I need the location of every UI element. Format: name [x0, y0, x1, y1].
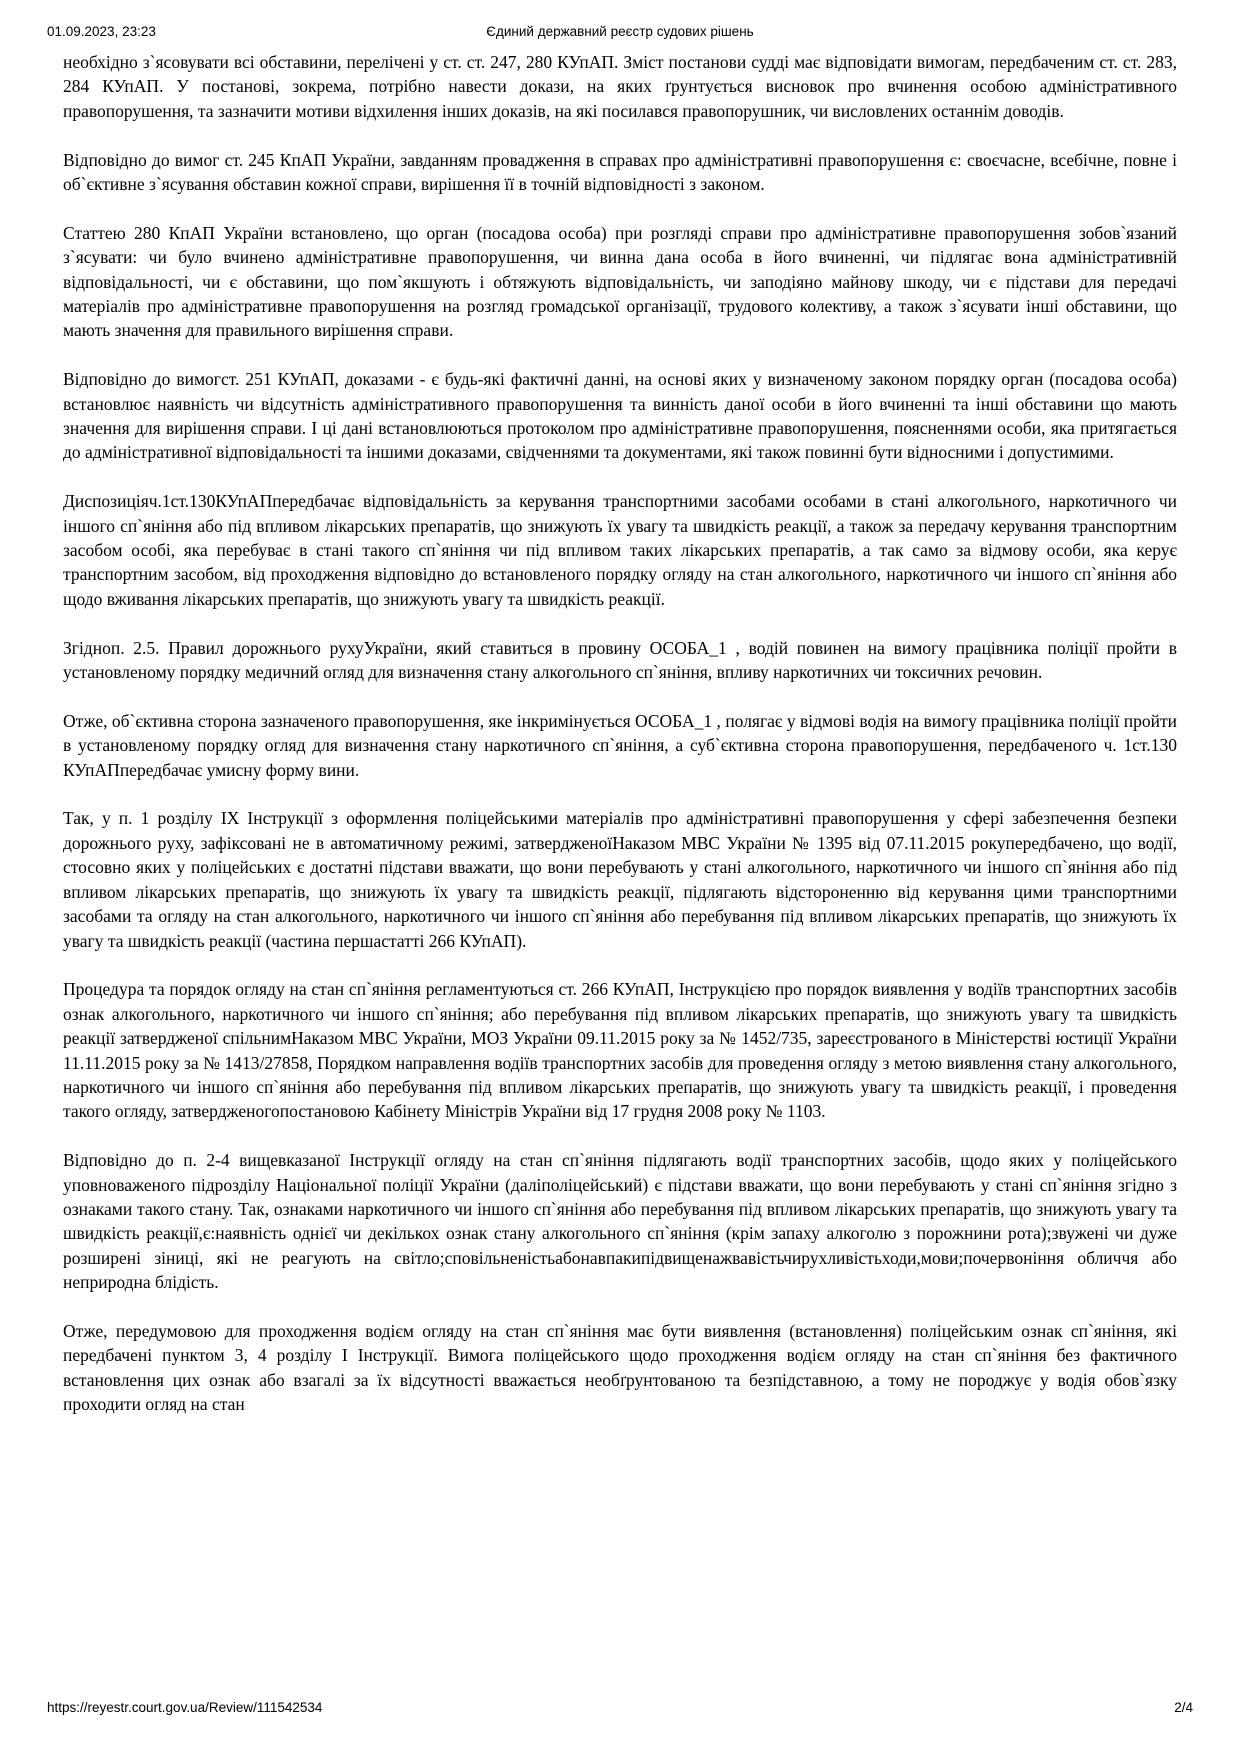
print-header — [47, 24, 1193, 42]
print-datetime: 01.09.2023, 23:23 — [47, 24, 156, 39]
page-number: 2/4 — [1174, 1700, 1193, 1715]
print-footer — [47, 1700, 1193, 1718]
body-paragraph: необхідно з`ясовувати всі обставини, перелічені у ст. ст. 247, 280 КУпАП. Зміст постанови судді має відповідати вимогам, передбаченим ст. ст. 283, 284 КУпАП. У постанові, зокрема, потрібно навести докази, на яких ґрунтується висновок про вчинення особою адміністративного правопорушення, та зазначити мотиви відхилення інших доказів, на які посилався правопорушник, чи висловлених останнім доводів. — [63, 52, 1177, 121]
body-paragraph: Згідноп. 2.5. Правил дорожнього рухуУкраїни, який ставиться в провину ОСОБА_1 , водій повинен на вимогу працівника поліції пройти в установленому порядку медичний огляд для визначення стану алкогольного сп`яніння, впливу наркотичних чи токсичних речовин. — [63, 637, 1177, 683]
source-url: https://reyestr.court.gov.ua/Review/111542534 — [47, 1700, 323, 1715]
registry-title: Єдиний державний реєстр судових рішень — [486, 24, 754, 39]
body-paragraph: Диспозиціяч.1ст.130КУпАПпередбачає відповідальність за керування транспортними засобами особами в стані алкогольного, наркотичного чи іншого сп`яніння або під впливом лікарських препаратів, що знижують їх увагу та швидкість реакції, а також за передачу керування транспортним засобом особі, яка перебуває в стані такого сп`яніння чи під впливом таких лікарських препаратів, а так само за відмову особи, яка керує транспортним засобом, від проходження відповідно до встановленого порядку огляду на стан алкогольного, наркотичного чи іншого сп`яніння або щодо вживання лікарських препаратів, що знижують увагу та швидкість реакції. — [63, 491, 1177, 609]
body-paragraph: Так, у п. 1 розділу IX Інструкції з оформлення поліцейськими матеріалів про адміністративні правопорушення у сфері забезпечення безпеки дорожнього руху, зафіксовані не в автоматичному режимі, затвердженоїНаказом МВС України № 1395 від 07.11.2015 рокупередбачено, що водії, стосовно яких у поліцейських є достатні підстави вважати, що вони перебувають у стані алкогольного, наркотичного чи іншого сп`яніння або під впливом лікарських препаратів, що знижують їх увагу та швидкість реакції, підлягають відстороненню від керування цими транспортними засобами та огляду на стан алкогольного, наркотичного чи іншого сп`яніння або перебування під впливом лікарських препаратів, що знижують їх увагу та швидкість реакції (частина першастатті 266 КУпАП). — [63, 808, 1177, 951]
decision-text — [63, 50, 1177, 1441]
body-paragraph: Відповідно до вимогст. 251 КУпАП, доказами - є будь-які фактичні данні, на основі яких у визначеному законом порядку орган (посадова особа) встановлює наявність чи відсутність адміністративного правопорушення та винність даної особи в його вчиненні та інші обставини що мають значення для вирішення справи. І ці дані встановлюються протоколом про адміністративне правопорушення, поясненнями особи, яка притягається до адміністративної відповідальності та іншими доказами, свідченнями та документами, які також повинні бути відносними і допустимими. — [63, 369, 1177, 463]
body-paragraph: Процедура та порядок огляду на стан сп`яніння регламентуються ст. 266 КУпАП, Інструкцією про порядок виявлення у водіїв транспортних засобів ознак алкогольного, наркотичного чи іншого сп`яніння; або перебування під впливом лікарських препаратів, що знижують увагу та швидкість реакції затвердженої спільнимНаказом МВС України, МОЗ України 09.11.2015 року за № 1452/735, зареєстрованого в Міністерстві юстиції України 11.11.2015 року за № 1413/27858, Порядком направлення водіїв транспортних засобів для проведення огляду з метою виявлення стану алкогольного, наркотичного чи іншого сп`яніння або перебування під впливом лікарських препаратів, що знижують увагу та швидкість реакції, і проведення такого огляду, затвердженогопостановою Кабінету Міністрів України від 17 грудня 2008 року № 1103. — [63, 979, 1177, 1122]
body-paragraph: Статтею 280 КпАП України встановлено, що орган (посадова особа) при розгляді справи про адміністративне правопорушення зобов`язаний з`ясувати: чи було вчинено адміністративне правопорушення, чи винна дана особа в його вчиненні, чи підлягає вона адміністративній відповідальності, чи є обставини, що пом`якшують і обтяжують відповідальність, чи заподіяно майнову шкоду, чи є підстави для передачі матеріалів про адміністративне правопорушення на розгляд громадської організації, трудового колективу, а також з`ясувати інші обставини, що мають значення для правильного вирішення справи. — [63, 222, 1177, 341]
body-paragraph: Отже, об`єктивна сторона зазначеного правопорушення, яке інкримінується ОСОБА_1 , полягає у відмові водія на вимогу працівника поліції пройти в установленому порядку огляд для визначення стану наркотичного сп`яніння, а суб`єктивна сторона правопорушення, передбаченого ч. 1ст.130 КУпАПпередбачає умисну форму вини. — [63, 710, 1177, 780]
body-paragraph: Відповідно до п. 2-4 вищевказаної Інструкції огляду на стан сп`яніння підлягають водії транспортних засобів, щодо яких у поліцейського уповноваженого підрозділу Національної поліції України (даліполіцейський) є підстави вважати, що вони перебувають у стані сп`яніння згідно з ознаками такого стану. Так, ознаками наркотичного чи іншого сп`яніння або перебування під впливом лікарських препаратів, що знижують увагу та швидкість реакції,є:наявність однієї чи декількох ознак стану алкогольного сп`яніння (крім запаху алкоголю з порожнини рота);звужені чи дуже розширені зіниці, які не реагують на світло;сповільненістьабонавпакипідвищенажвавістьчирухливістьходи,мови;почервоніння обличчя або неприродна блідість. — [63, 1150, 1177, 1293]
body-paragraph: Отже, передумовою для проходження водієм огляду на стан сп`яніння має бути виявлення (встановлення) поліцейським ознак сп`яніння, які передбачені пунктом 3, 4 розділу I Інструкції. Вимога поліцейського щодо проходження водієм огляду на стан сп`яніння без фактичного встановлення цих ознак або взагалі за їх відсутності вважається необґрунтованою та безпідставною, а тому не породжує у водія обов`язку проходити огляд на стан — [63, 1320, 1177, 1415]
body-paragraph: Відповідно до вимог ст. 245 КпАП України, завданням провадження в справах про адміністративні правопорушення є: своєчасне, всебічне, повне і об`єктивне з`ясування обставин кожної справи, вирішення її в точній відповідності з законом. — [63, 149, 1177, 195]
